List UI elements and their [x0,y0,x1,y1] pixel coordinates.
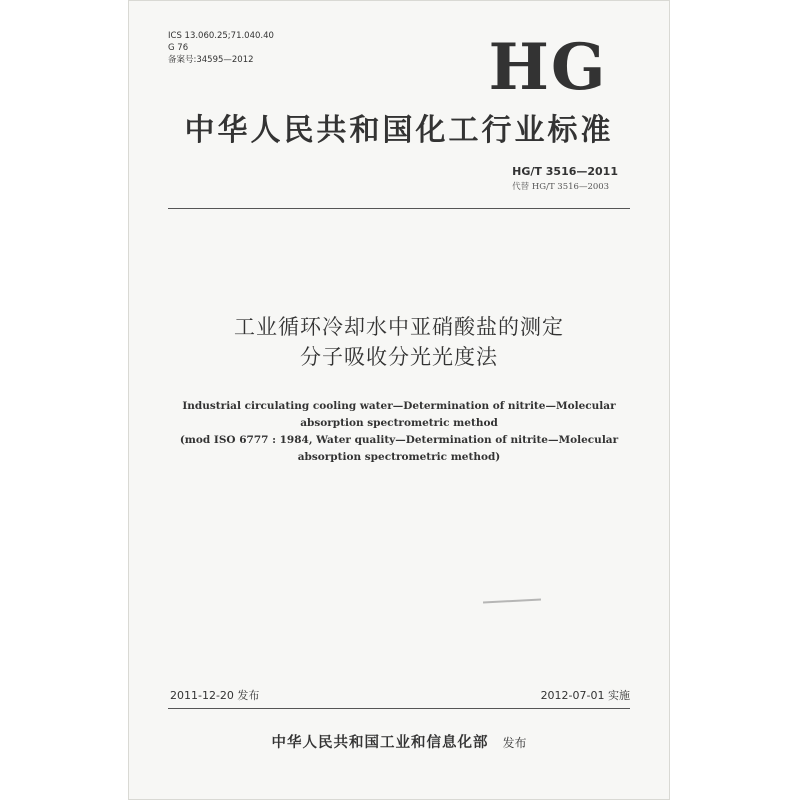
date-row [168,688,630,704]
chinese-title-line-1: 工业循环冷却水中亚硝酸盐的测定 [234,315,564,339]
issuer-line [128,732,670,754]
english-title-line-2: absorption spectrometric method [300,417,498,429]
standard-cover [128,0,670,800]
ccs-code: G 76 [168,43,189,53]
issuer-organization: 中华人民共和国工业和信息化部 [271,735,489,751]
ics-code: ICS 13.060.25;71.040.40 [168,31,274,41]
chinese-title [128,312,670,372]
issue-date: 2011-12-20 发布 [170,689,260,702]
issuer-verb: 发布 [502,736,527,750]
english-title [158,398,640,466]
top-divider [168,208,630,209]
pen-mark [483,598,541,603]
english-title-line-4: absorption spectrometric method) [297,451,501,463]
replaces-code: 代替 HG/T 3516—2003 [512,182,610,192]
standard-type-title: 中华人民共和国化工行业标准 [184,113,614,148]
implementation-date: 2012-07-01 实施 [540,689,630,702]
hg-logo: HG [488,30,608,105]
bottom-divider [168,708,630,709]
chinese-title-line-2: 分子吸收分光光度法 [300,345,498,369]
english-title-line-3: (mod ISO 6777 : 1984, Water quality—Determination of nitrite—Molecular [179,434,619,446]
english-title-line-1: Industrial circulating cooling water—Determination of nitrite—Molecular [182,400,616,412]
classification-meta [168,30,274,66]
standard-code: HG/T 3516—2011 [512,165,618,178]
record-number: 备案号:34595—2012 [168,55,254,65]
standard-code-block [512,164,618,194]
